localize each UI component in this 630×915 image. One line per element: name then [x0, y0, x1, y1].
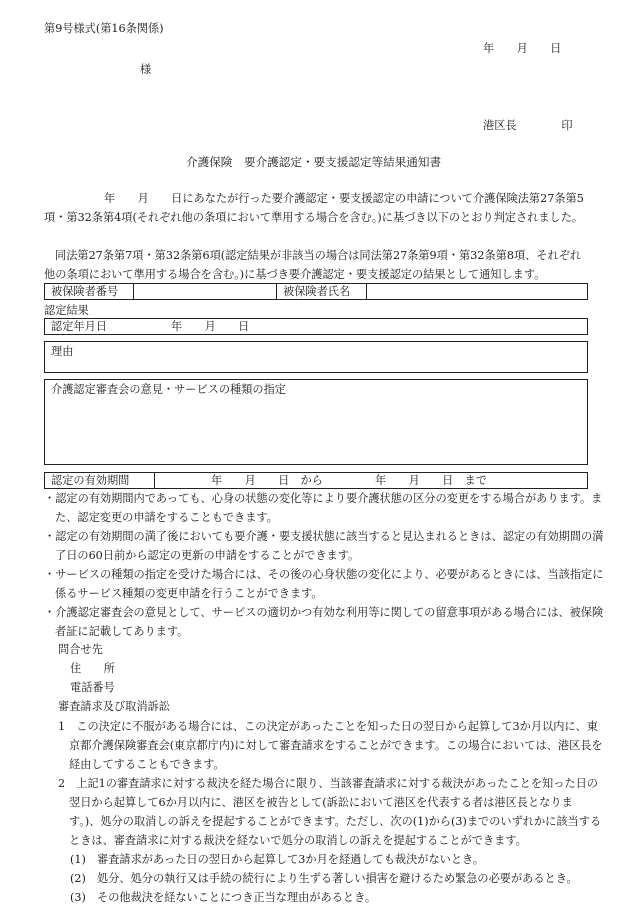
appeal-sub-2: (2) 処分、処分の執行又は手続の続行により生ずる著しい損害を避けるため緊急の必要があるとき。 — [70, 872, 578, 885]
contact-address-label: 住 所 — [70, 662, 115, 675]
document-title: 介護保険 要介護認定・要支援認定等結果通知書 — [186, 155, 442, 169]
addressee: 様 — [140, 63, 152, 76]
certification-date-row — [44, 318, 588, 335]
contact-heading: 問合せ先 — [58, 643, 103, 656]
validity-to: 年 月 日 まで — [375, 474, 487, 487]
appeal-item-2: 2 上記1の審査請求に対する裁決を経た場合に限り、当該審査請求に対する裁決があったことを知った日の翌日から起算して6か月以内に、港区を被告として(訴訟において港区を代表する者は港区長となります。)、処分の取消しの訴えを提起することができます。ただし、次の(1)から(3)までのいずれかに該当するときは、審査請求に対する裁決を経ないで処分の取消しの訴えを提起することができます。 — [58, 777, 602, 847]
opinion-label: 介護認定審査会の意見・サービスの種類の指定 — [51, 383, 286, 396]
certification-date-value: 年 月 日 — [171, 320, 250, 333]
opinion-box — [44, 379, 588, 465]
result-heading: 認定結果 — [44, 304, 89, 317]
note-2: ・認定の有効期間の満了後においても要介護・要支援状態に該当すると見込まれるときは、認定の有効期間の満了日の60日前から認定の更新の申請をすることができます。 — [44, 530, 604, 562]
appeal-sub-1: (1) 審査請求があった日の翌日から起算して3か月を経過しても裁決がないとき。 — [70, 853, 484, 866]
form-number: 第9号様式(第16条関係) — [44, 22, 164, 35]
insured-number-label: 被保険者番号 — [45, 284, 134, 299]
reason-label: 理由 — [51, 345, 74, 358]
reason-box — [44, 341, 588, 373]
insured-name-value[interactable] — [367, 284, 589, 299]
note-1: ・認定の有効期間内であっても、心身の状態の変化等により要介護状態の区分の変更をする場合があります。また、認定変更の申請をすることもできます。 — [44, 492, 603, 524]
appeal-item-1: 1 この決定に不服がある場合には、この決定があったことを知った日の翌日から起算して3か月以内に、東京都介護保険審査会(東京都庁内)に対して審査請求をすることができます。この場合においては、港区長を経由してすることもできます。 — [58, 720, 603, 771]
certification-date-label: 認定年月日 — [51, 320, 107, 333]
intro-paragraph-2: 同法第27条第7項・第32条第6項(認定結果が非該当の場合は同法第27条第9項・第32条第8項、それぞれ他の条項において準用する場合を含む。)に基づき要介護認定・要支援認定の結果として通知します。 — [44, 249, 582, 281]
appeal-heading: 審査請求及び取消訴訟 — [58, 700, 170, 713]
issuer: 港区長 印 — [483, 119, 573, 132]
note-4: ・介護認定審査会の意見として、サービスの適切かつ有効な利用等に関しての留意事項がある場合には、被保険者証に記載してあります。 — [44, 606, 604, 638]
validity-from: 年 月 日 から — [211, 474, 323, 487]
insured-name-label: 被保険者氏名 — [277, 284, 367, 299]
contact-phone-label: 電話番号 — [70, 681, 115, 694]
appeal-sub-3: (3) その他裁決を経ないことにつき正当な理由があるとき。 — [70, 891, 377, 904]
insured-number-value[interactable] — [134, 284, 277, 299]
insured-person-table — [44, 283, 588, 300]
intro-paragraph-1: 年 月 日にあなたが行った要介護認定・要支援認定の申請について介護保険法第27条第5項・第32条第4項(それぞれ他の条項において準用する場合を含む。)に基づき以下のとおり判定されました。 — [44, 192, 584, 224]
note-3: ・サービスの種類の指定を受けた場合には、その後の心身状態の変化により、必要があるときには、当該指定に係るサービス種類の変更申請を行うことができます。 — [44, 568, 604, 600]
date-line: 年 月 日 — [483, 42, 562, 55]
validity-label: 認定の有効期間 — [45, 473, 155, 488]
validity-period-row — [44, 472, 588, 489]
